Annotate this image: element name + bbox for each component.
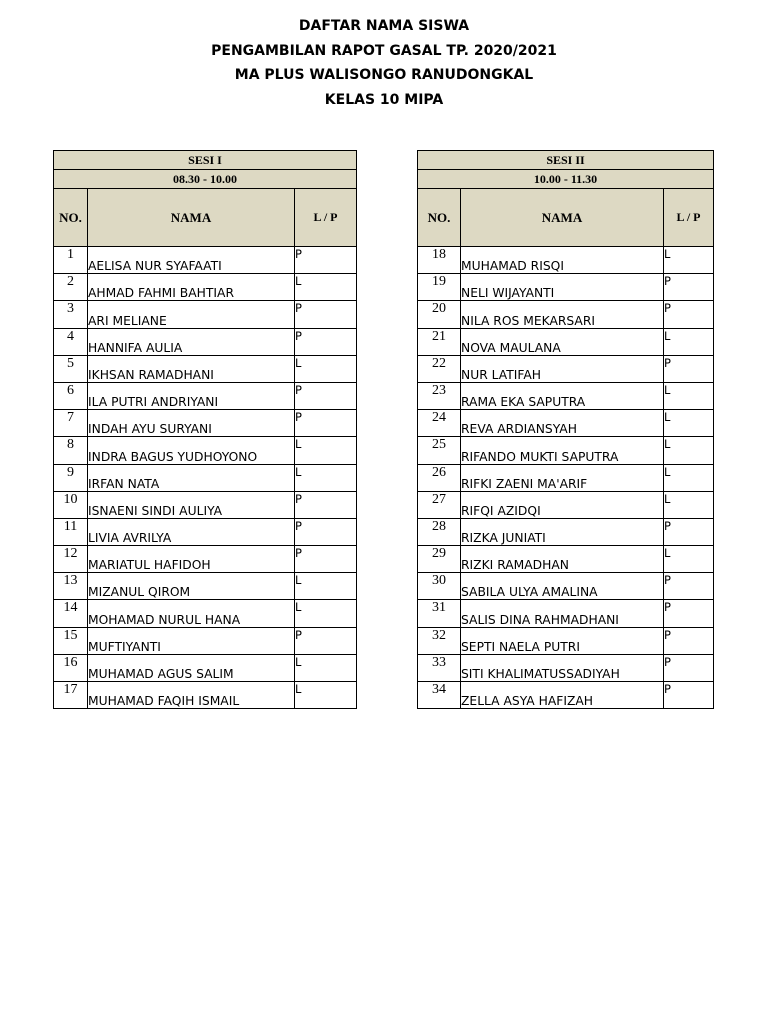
table-row — [418, 301, 714, 328]
session-2-time: 10.00 - 11.30 — [418, 170, 714, 189]
row-number: 3 — [54, 301, 88, 328]
table-row — [54, 546, 357, 573]
session-1-time: 08.30 - 10.00 — [54, 170, 357, 189]
row-number: 33 — [418, 654, 461, 681]
table-row — [418, 654, 714, 681]
row-number: 5 — [54, 355, 88, 382]
student-name: RIFANDO MUKTI SAPUTRA — [461, 437, 664, 464]
session-2-rows — [418, 247, 714, 709]
row-number: 11 — [54, 518, 88, 545]
student-gender: P — [295, 627, 357, 654]
title-line-2: PENGAMBILAN RAPOT GASAL TP. 2020/2021 — [211, 42, 557, 59]
table-row — [418, 491, 714, 518]
student-gender: P — [664, 573, 714, 600]
student-gender: L — [295, 355, 357, 382]
student-name: INDAH AYU SURYANI — [88, 410, 295, 437]
student-gender: L — [664, 464, 714, 491]
student-gender: P — [664, 600, 714, 627]
session-1-rows — [54, 247, 357, 709]
row-number: 34 — [418, 682, 461, 709]
row-number: 13 — [54, 573, 88, 600]
column-header-lp: L / P — [664, 189, 714, 247]
table-row — [418, 247, 714, 274]
student-gender: L — [664, 382, 714, 409]
row-number: 29 — [418, 546, 461, 573]
table-row — [54, 654, 357, 681]
student-gender: P — [664, 274, 714, 301]
student-gender: L — [664, 546, 714, 573]
student-gender: P — [664, 301, 714, 328]
row-number: 10 — [54, 491, 88, 518]
table-row — [418, 355, 714, 382]
column-header-no: NO. — [54, 189, 88, 247]
session-1-table — [53, 150, 357, 709]
table-row — [54, 437, 357, 464]
student-gender: L — [295, 600, 357, 627]
student-name: MUHAMAD RISQI — [461, 247, 664, 274]
row-number: 18 — [418, 247, 461, 274]
row-number: 12 — [54, 546, 88, 573]
student-gender: P — [664, 518, 714, 545]
student-gender: P — [295, 518, 357, 545]
table-row — [418, 627, 714, 654]
session-2-table — [417, 150, 714, 709]
document-title — [0, 14, 768, 112]
table-row — [54, 382, 357, 409]
student-name: MUHAMAD FAQIH ISMAIL — [88, 682, 295, 709]
table-row — [54, 301, 357, 328]
student-name: MOHAMAD NURUL HANA — [88, 600, 295, 627]
student-name: RIFQI AZIDQI — [461, 491, 664, 518]
student-gender: L — [664, 491, 714, 518]
student-gender: P — [295, 328, 357, 355]
row-number: 30 — [418, 573, 461, 600]
title-line-1: DAFTAR NAMA SISWA — [298, 18, 470, 34]
row-number: 9 — [54, 464, 88, 491]
row-number: 27 — [418, 491, 461, 518]
student-name: RIZKI RAMADHAN — [461, 546, 664, 573]
table-row — [54, 682, 357, 709]
student-name: RIZKA JUNIATI — [461, 518, 664, 545]
row-number: 31 — [418, 600, 461, 627]
row-number: 1 — [54, 247, 88, 274]
student-gender: L — [664, 410, 714, 437]
student-name: NUR LATIFAH — [461, 355, 664, 382]
row-number: 6 — [54, 382, 88, 409]
student-name: SABILA ULYA AMALINA — [461, 573, 664, 600]
row-number: 20 — [418, 301, 461, 328]
student-name: HANNIFA AULIA — [88, 328, 295, 355]
student-name: MIZANUL QIROM — [88, 573, 295, 600]
table-row — [418, 546, 714, 573]
table-row — [54, 328, 357, 355]
student-gender: L — [295, 654, 357, 681]
student-name: SEPTI NAELA PUTRI — [461, 627, 664, 654]
row-number: 21 — [418, 328, 461, 355]
column-header-nama: NAMA — [461, 189, 664, 247]
column-header-nama: NAMA — [88, 189, 295, 247]
student-gender: L — [295, 682, 357, 709]
table-row — [418, 464, 714, 491]
student-name: MUHAMAD AGUS SALIM — [88, 654, 295, 681]
table-row — [54, 627, 357, 654]
row-number: 17 — [54, 682, 88, 709]
row-number: 2 — [54, 274, 88, 301]
row-number: 15 — [54, 627, 88, 654]
student-gender: L — [664, 247, 714, 274]
student-gender: L — [295, 437, 357, 464]
student-name: RAMA EKA SAPUTRA — [461, 382, 664, 409]
table-row — [54, 464, 357, 491]
table-row — [54, 518, 357, 545]
student-name: SITI KHALIMATUSSADIYAH — [461, 654, 664, 681]
student-name: IKHSAN RAMADHANI — [88, 355, 295, 382]
student-name: AELISA NUR SYAFAATI — [88, 247, 295, 274]
table-row — [418, 518, 714, 545]
session-2-label: SESI II — [418, 151, 714, 170]
column-header-no: NO. — [418, 189, 461, 247]
student-name: REVA ARDIANSYAH — [461, 410, 664, 437]
student-name: ILA PUTRI ANDRIYANI — [88, 382, 295, 409]
table-row — [418, 328, 714, 355]
table-row — [418, 382, 714, 409]
student-gender: P — [295, 546, 357, 573]
row-number: 22 — [418, 355, 461, 382]
row-number: 28 — [418, 518, 461, 545]
table-row — [418, 573, 714, 600]
student-gender: L — [295, 274, 357, 301]
student-name: RIFKI ZAENI MA'ARIF — [461, 464, 664, 491]
row-number: 26 — [418, 464, 461, 491]
student-name: AHMAD FAHMI BAHTIAR — [88, 274, 295, 301]
student-name: ZELLA ASYA HAFIZAH — [461, 682, 664, 709]
student-gender: L — [295, 464, 357, 491]
table-row — [418, 682, 714, 709]
table-row — [54, 573, 357, 600]
student-gender: P — [295, 410, 357, 437]
session-1-label: SESI I — [54, 151, 357, 170]
row-number: 4 — [54, 328, 88, 355]
table-row — [54, 274, 357, 301]
table-row — [54, 491, 357, 518]
student-name: NELI WIJAYANTI — [461, 274, 664, 301]
student-gender: L — [664, 328, 714, 355]
table-row — [418, 437, 714, 464]
student-gender: P — [295, 382, 357, 409]
table-row — [54, 247, 357, 274]
student-name: MARIATUL HAFIDOH — [88, 546, 295, 573]
row-number: 8 — [54, 437, 88, 464]
student-name: ARI MELIANE — [88, 301, 295, 328]
title-line-3: MA PLUS WALISONGO RANUDONGKAL — [234, 67, 534, 83]
student-name: NILA ROS MEKARSARI — [461, 301, 664, 328]
table-row — [54, 600, 357, 627]
student-gender: L — [295, 573, 357, 600]
row-number: 23 — [418, 382, 461, 409]
row-number: 24 — [418, 410, 461, 437]
title-line-4: KELAS 10 MIPA — [324, 91, 444, 108]
student-gender: P — [664, 654, 714, 681]
table-row — [54, 355, 357, 382]
student-name: SALIS DINA RAHMADHANI — [461, 600, 664, 627]
table-row — [418, 410, 714, 437]
student-gender: P — [295, 301, 357, 328]
student-name: LIVIA AVRILYA — [88, 518, 295, 545]
table-row — [54, 410, 357, 437]
student-name: IRFAN NATA — [88, 464, 295, 491]
row-number: 25 — [418, 437, 461, 464]
student-gender: P — [295, 491, 357, 518]
student-name: INDRA BAGUS YUDHOYONO — [88, 437, 295, 464]
student-name: NOVA MAULANA — [461, 328, 664, 355]
row-number: 14 — [54, 600, 88, 627]
student-name: ISNAENI SINDI AULIYA — [88, 491, 295, 518]
student-gender: P — [664, 682, 714, 709]
row-number: 32 — [418, 627, 461, 654]
row-number: 19 — [418, 274, 461, 301]
row-number: 7 — [54, 410, 88, 437]
table-row — [418, 600, 714, 627]
student-gender: P — [664, 355, 714, 382]
column-header-lp: L / P — [295, 189, 357, 247]
student-name: MUFTIYANTI — [88, 627, 295, 654]
table-row — [418, 274, 714, 301]
student-gender: P — [664, 627, 714, 654]
student-gender: P — [295, 247, 357, 274]
student-gender: L — [664, 437, 714, 464]
row-number: 16 — [54, 654, 88, 681]
